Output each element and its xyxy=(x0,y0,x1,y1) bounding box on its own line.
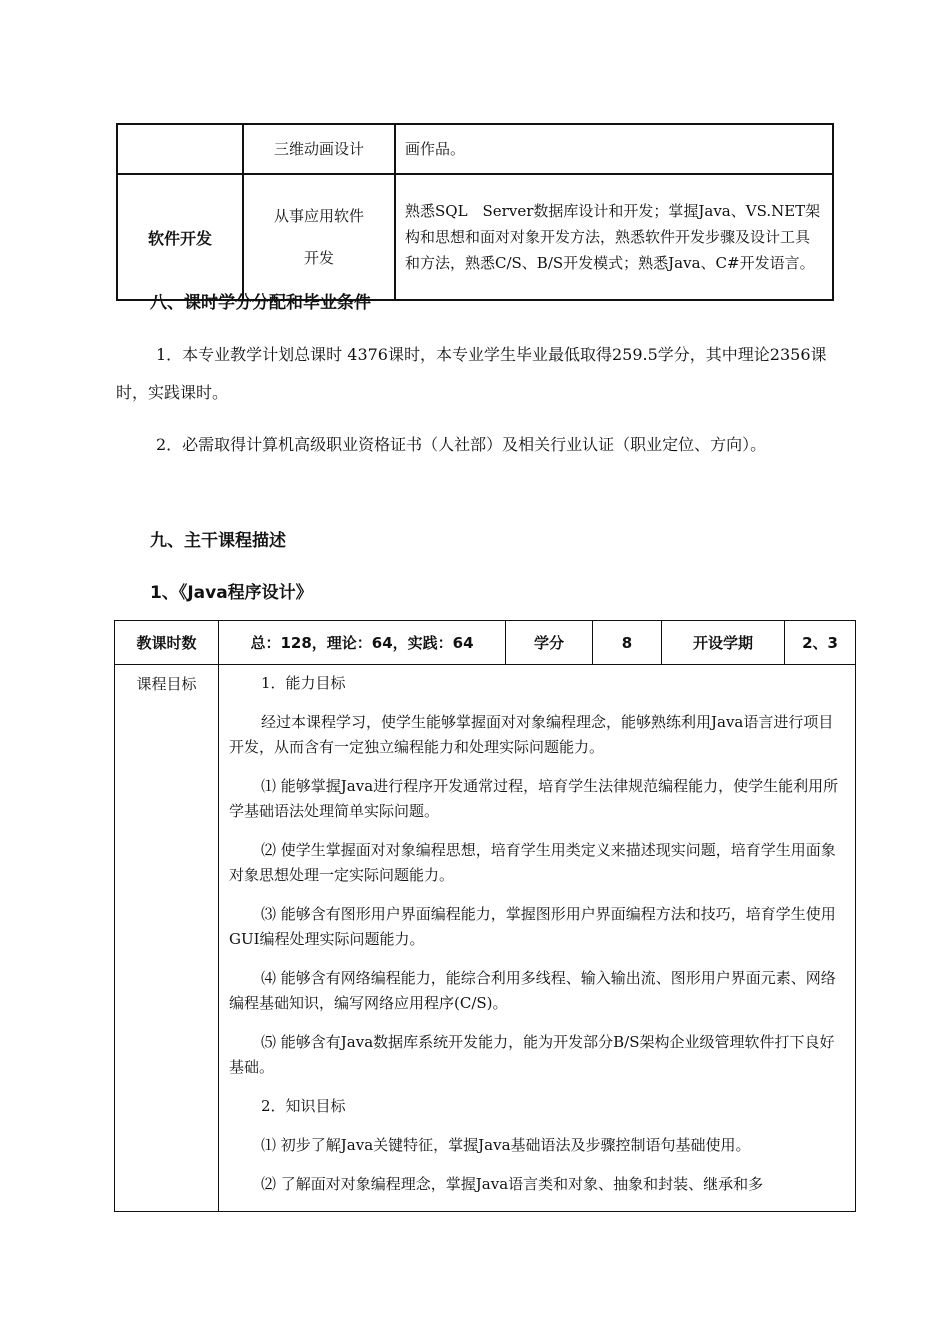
table-row xyxy=(117,174,833,300)
table-cell xyxy=(243,174,395,300)
hours-value: 总：128，理论：64，实践：64 xyxy=(219,621,506,665)
goal-paragraph: ⑶ 能够含有图形用户界面编程能力，掌握图形用户界面编程方法和技巧，培育学生使用GUI编程处理实际问题能力。 xyxy=(229,905,836,948)
career-table xyxy=(116,123,834,301)
cell-line: 从事应用软件 xyxy=(273,207,364,225)
goal-paragraph: ⑵ 了解面对对象编程理念，掌握Java语言类和对象、抽象和封装、继承和多 xyxy=(261,1175,764,1193)
goal-content xyxy=(219,665,856,1212)
goal-paragraph: ⑴ 初步了解Java关键特征，掌握Java基础语法及步骤控制语句基础使用。 xyxy=(261,1136,751,1154)
goal-paragraph: ⑴ 能够掌握Java进行程序开发通常过程，培育学生法律规范编程能力，使学生能利用所学基础语法处理简单实际问题。 xyxy=(229,777,839,820)
table-cell: 三维动画设计 xyxy=(243,124,395,174)
goal-label: 课程目标 xyxy=(115,665,219,1212)
goal-paragraph: ⑷ 能够含有网络编程能力，能综合利用多线程、输入输出流、图形用户界面元素、网络编程基础知识，编写网络应用程序(C/S)。 xyxy=(229,969,836,1012)
term-label: 开设学期 xyxy=(662,621,785,665)
credit-value: 8 xyxy=(593,621,662,665)
goal-paragraph: 经过本课程学习，使学生能够掌握面对对象编程理念，能够熟练利用Java语言进行项目开发，从而含有一定独立编程能力和处理实际问题能力。 xyxy=(229,713,834,756)
course-heading: 1、《Java程序设计》 xyxy=(150,583,313,603)
cell-line: 开发 xyxy=(303,249,334,267)
table-row xyxy=(115,665,856,1212)
term-value: 2、3 xyxy=(785,621,856,665)
section-heading: 九、主干课程描述 xyxy=(150,531,286,551)
table-cell: 画作品。 xyxy=(395,124,833,174)
section-heading: 八、课时学分分配和毕业条件 xyxy=(150,293,371,313)
goal-subheading: 1．能力目标 xyxy=(261,674,346,692)
paragraph: 1．本专业教学计划总课时 4376课时，本专业学生毕业最低取得259.5学分，其中理论2356课时，实践课时。 xyxy=(116,345,827,402)
goal-paragraph: ⑸ 能够含有Java数据库系统开发能力，能为开发部分B/S架构企业级管理软件打下良好基础。 xyxy=(229,1033,835,1076)
table-cell xyxy=(117,124,243,174)
course-table xyxy=(114,620,856,1212)
hours-label: 教课时数 xyxy=(115,621,219,665)
table-row xyxy=(117,124,833,174)
table-cell: 软件开发 xyxy=(117,174,243,300)
table-row xyxy=(115,621,856,665)
goal-paragraph: ⑵ 使学生掌握面对对象编程思想，培育学生用类定义来描述现实问题，培育学生用面象对象思想处理一定实际问题能力。 xyxy=(229,841,836,884)
table-cell: 熟悉SQL Server数据库设计和开发；掌握Java、VS.NET架构和思想和面对对象开发方法，熟悉软件开发步骤及设计工具和方法，熟悉C/S、B/S开发模式；熟悉Java、C#开发语言。 xyxy=(395,174,833,300)
goal-subheading: 2．知识目标 xyxy=(261,1097,346,1115)
credit-label: 学分 xyxy=(506,621,593,665)
paragraph: 2．必需取得计算机高级职业资格证书（人社部）及相关行业认证（职业定位、方向）。 xyxy=(156,435,767,454)
